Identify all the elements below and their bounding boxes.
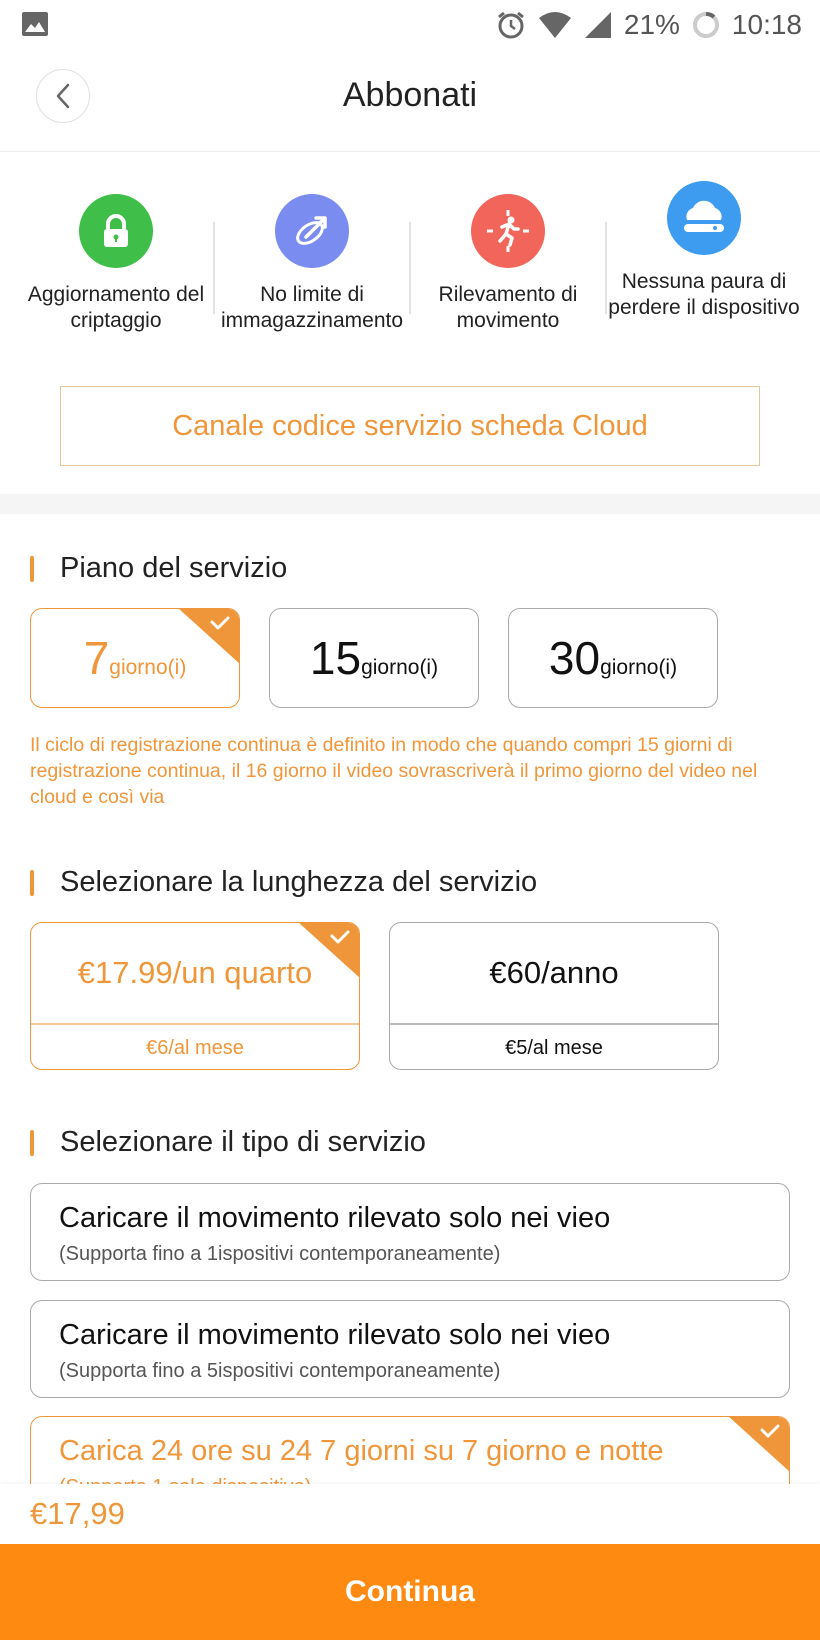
battery-icon — [692, 11, 720, 39]
battery-text: 21% — [623, 9, 680, 40]
plan-number: 7 — [83, 632, 110, 684]
type-option-motion-5[interactable] — [30, 1300, 790, 1398]
plan-option-7[interactable] — [30, 608, 240, 708]
cloud-code-button[interactable]: Canale codice servizio scheda Cloud — [60, 386, 760, 466]
page-title: Abbonati — [342, 76, 478, 114]
section-marker — [30, 870, 34, 896]
plan-section-title — [30, 552, 287, 585]
plan-note: Il ciclo di registrazione continua è definito in modo che quando compri 15 giorni di registrazione continua, il 16 giorno il video sovrascriverà il primo giorno del video nel cloud e così via — [30, 734, 758, 808]
duration-price: €17.99/un quarto — [77, 955, 313, 990]
plan-number: 30 — [548, 632, 601, 684]
status-icons — [496, 6, 802, 44]
type-title: Caricare il movimento rilevato solo nei vieo — [59, 1202, 611, 1234]
feature-label: No limite di immagazzinamento — [220, 283, 404, 332]
section-marker — [30, 556, 34, 582]
plan-unit: giorno(i) — [109, 656, 187, 679]
duration-section-title-text: Selezionare la lunghezza del servizio — [60, 866, 538, 898]
feature-storage — [212, 194, 412, 334]
section-separator — [0, 494, 820, 514]
duration-option-year[interactable] — [389, 922, 719, 1070]
feature-label: Nessuna paura di perdere il dispositivo — [608, 270, 800, 319]
type-subtitle: (Supporta fino a 1ispositivi contemporaneamente) — [59, 1243, 501, 1265]
duration-price: €60/anno — [489, 955, 619, 990]
gallery-icon — [22, 12, 48, 36]
feature-label: Rilevamento di movimento — [438, 283, 578, 332]
type-title: Carica 24 ore su 24 7 giorni su 7 giorno e notte — [59, 1435, 664, 1467]
total-price: €17,99 — [30, 1496, 125, 1531]
type-section-title-text: Selezionare il tipo di servizio — [60, 1126, 426, 1158]
duration-monthly: €6/al mese — [146, 1036, 244, 1059]
wifi-icon — [538, 11, 572, 39]
total-bar — [0, 1484, 820, 1544]
check-corner-icon — [298, 922, 360, 978]
clock-text: 10:18 — [731, 9, 802, 40]
type-title: Caricare il movimento rilevato solo nei vieo — [59, 1319, 611, 1351]
plan-unit: giorno(i) — [361, 656, 439, 679]
duration-option-quarter[interactable] — [30, 922, 360, 1070]
feature-label: Aggiornamento del criptaggio — [27, 283, 205, 332]
running-person-icon — [471, 194, 545, 268]
feature-motion — [408, 194, 608, 334]
type-subtitle: (Supporta fino a 5ispositivi contemporaneamente) — [59, 1360, 501, 1382]
plan-section-title-text: Piano del servizio — [60, 552, 288, 584]
status-bar — [0, 0, 820, 50]
plan-option-30[interactable] — [508, 608, 718, 708]
plan-number: 15 — [309, 632, 362, 684]
section-marker — [30, 1130, 34, 1156]
feature-encryption — [16, 194, 216, 334]
plan-option-15[interactable] — [269, 608, 479, 708]
feature-cloud — [604, 181, 804, 321]
type-section-title — [30, 1126, 426, 1159]
plan-unit: giorno(i) — [600, 656, 678, 679]
duration-monthly: €5/al mese — [505, 1036, 603, 1059]
type-option-motion-1[interactable] — [30, 1183, 790, 1281]
check-corner-icon — [728, 1416, 790, 1472]
lock-icon — [79, 194, 153, 268]
satellite-icon — [275, 194, 349, 268]
continue-button[interactable]: Continua — [0, 1544, 820, 1640]
check-corner-icon — [178, 608, 240, 664]
alarm-icon — [496, 10, 526, 40]
signal-icon — [584, 11, 612, 39]
cloud-icon — [667, 181, 741, 255]
duration-section-title — [30, 866, 537, 899]
header — [0, 50, 820, 152]
